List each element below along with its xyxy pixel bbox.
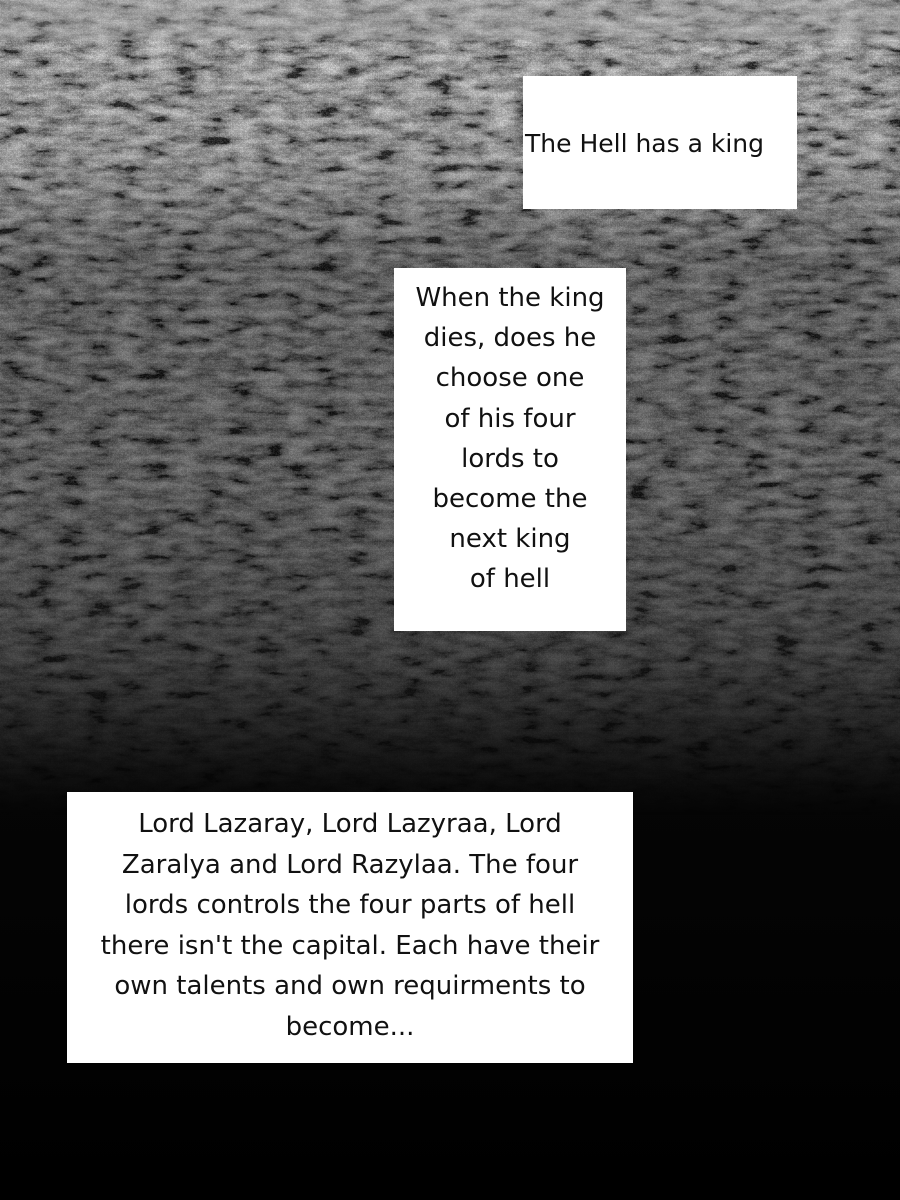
caption-text-king: The Hell has a king: [525, 129, 765, 158]
caption-line: dies, does he: [423, 323, 597, 354]
caption-line: become...: [285, 1011, 415, 1042]
caption-line: lords to: [461, 443, 559, 474]
caption-line: Lord Lazaray, Lord Lazyraa, Lord: [138, 809, 562, 839]
caption-box-king: [523, 76, 797, 209]
caption-box-succession: [394, 268, 626, 631]
caption-line: lords controls the four parts of hell: [124, 890, 576, 920]
caption-line: When the king: [415, 283, 605, 313]
caption-line: Zaralya and Lord Razylaa. The four: [121, 849, 579, 880]
caption-line: of his four: [444, 403, 576, 434]
caption-box-four-lords: [67, 792, 633, 1063]
caption-line: become the: [432, 484, 588, 515]
caption-line: next king: [449, 524, 571, 555]
caption-line: of hell: [469, 564, 551, 595]
caption-line: own talents and own requirments to: [114, 971, 586, 1001]
caption-line: there isn't the capital. Each have their: [100, 930, 600, 961]
caption-line: choose one: [435, 363, 585, 394]
